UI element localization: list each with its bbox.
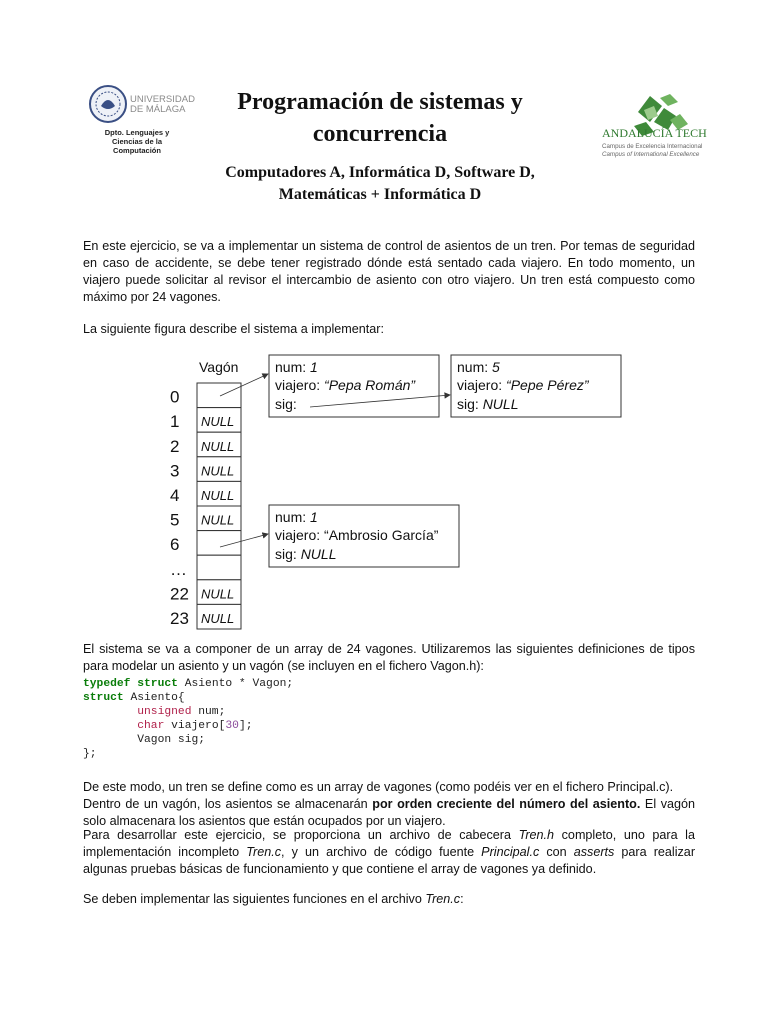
partner-logo-sub1: Campus de Excelencia Internacional (602, 143, 703, 150)
ordering-paragraph: Dentro de un vagón, los asientos se almacenarán por orden creciente del número del asiento. El vagón solo almacenara los asientos que están ocupados por un viajero. (83, 797, 696, 828)
wagon-index: 2 (170, 436, 180, 456)
wagon-index: … (170, 559, 187, 579)
subtitle-line: Matemáticas + Informática D (278, 186, 482, 203)
svg-text:num: 1: num: 1 (275, 509, 318, 525)
wagon-cell (197, 555, 241, 580)
subtitle-line: Computadores A, Informática D, Software D, (225, 164, 535, 181)
code-text: Asiento{ (123, 692, 185, 704)
universidad-malaga-logo (88, 84, 198, 130)
document-subtitle (190, 162, 570, 206)
code-type: unsigned (137, 706, 192, 718)
wagon-cell-value: NULL (201, 463, 235, 479)
wagon-index: 6 (170, 535, 180, 555)
code-text: Asiento * Vagon; (177, 678, 294, 690)
code-type: char (137, 720, 165, 732)
array-definition-paragraph: De este modo, un tren se define como es un array de vagones (como podéis ver en el fichero Principal.c). (83, 780, 674, 794)
wagon-column-title: Vagón (199, 359, 239, 375)
functions-paragraph: Se deben implementar las siguientes funciones en el archivo Tren.c: (83, 892, 464, 906)
svg-text:sig: NULL: sig: NULL (457, 396, 519, 412)
seat-node-ambrosio (269, 505, 459, 567)
svg-text:num: 5: num: 5 (457, 359, 500, 375)
department-caption-line: Computación (113, 146, 161, 155)
after-figure-paragraph: El sistema se va a componer de un array de 24 vagones. Utilizaremos las siguientes definiciones de tipos para modelar un asiento y un vagón (se incluyen en el fichero Vagon.h): (83, 642, 695, 673)
document-title (200, 86, 560, 150)
svg-text:sig: NULL: sig: NULL (275, 546, 337, 562)
code-keyword: struct (83, 692, 124, 704)
wagon-cell-value: NULL (201, 611, 235, 626)
code-text: viajero[ (164, 720, 226, 732)
svg-text:viajero: “Pepa Román”: viajero: “Pepa Román” (275, 377, 416, 393)
intro-paragraph: En este ejercicio, se va a implementar un sistema de control de asientos de un tren. Por temas de seguridad en caso de accidente, se debe tener registrado dónde está sentado cada viajero. En todo momento, un viajero puede solicitar al revisor el intercambio de asiento con otro viajero. Un tren está compuesto como máximo por 24 vagones. (83, 239, 695, 304)
train-diagram (160, 352, 630, 637)
wagon-index: 3 (170, 461, 180, 481)
wagon-index: 0 (170, 387, 180, 407)
svg-text:viajero: “Ambrosio García”: viajero: “Ambrosio García” (275, 527, 439, 543)
wagon-cell-value: NULL (201, 438, 235, 454)
code-text: num; (191, 706, 226, 718)
svg-text:viajero: “Pepe Pérez”: viajero: “Pepe Pérez” (457, 377, 589, 393)
partner-logo-name: ANDALUCÍA TECH (602, 126, 707, 140)
seat-node-pepa (269, 355, 439, 417)
andalucia-tech-logo (598, 92, 733, 162)
code-text: ]; (238, 720, 253, 732)
code-keyword: typedef struct (83, 678, 178, 690)
figure-intro-paragraph: La siguiente figura describe el sistema a implementar: (83, 322, 385, 336)
code-number: 30 (225, 720, 239, 732)
wagon-cell-value: NULL (201, 586, 235, 602)
code-block (83, 677, 293, 761)
wagon-index: 1 (170, 412, 180, 432)
svg-text:num: 1: num: 1 (275, 359, 318, 375)
wagon-array (170, 383, 241, 629)
code-text: Vagon sig; (137, 734, 206, 746)
code-text: }; (83, 748, 97, 760)
wagon-index: 4 (170, 486, 180, 505)
department-caption (92, 128, 182, 155)
files-paragraph: Para desarrollar este ejercicio, se proporciona un archivo de cabecera Tren.h completo, uno para la implementación incompleto Tren.c, y un archivo de código fuente Principal.c con asserts para realizar algunas pruebas básicas de funcionamiento y que contiene el array de vagones ya definido. (83, 828, 696, 876)
partner-logo-sub2: Campus of International Excellence (602, 151, 700, 158)
wagon-cell-value: NULL (201, 512, 235, 528)
title-line: concurrencia (312, 121, 448, 147)
wagon-index: 23 (170, 609, 189, 628)
seat-node-pepe (451, 355, 621, 417)
wagon-cell-value: NULL (201, 414, 235, 430)
department-caption-line: Ciencias de la (111, 137, 163, 146)
wagon-cell (197, 383, 241, 408)
university-name-line2: DE MÁLAGA (130, 104, 186, 115)
wagon-index: 5 (170, 510, 180, 530)
svg-text:sig:: sig: (275, 396, 297, 412)
wagon-cell-value: NULL (201, 488, 235, 503)
title-line: Programación de sistemas y (237, 89, 523, 115)
department-caption-line: Dpto. Lenguajes y (104, 128, 170, 137)
wagon-index: 22 (170, 584, 189, 604)
university-name-line1: UNIVERSIDAD (130, 94, 195, 105)
